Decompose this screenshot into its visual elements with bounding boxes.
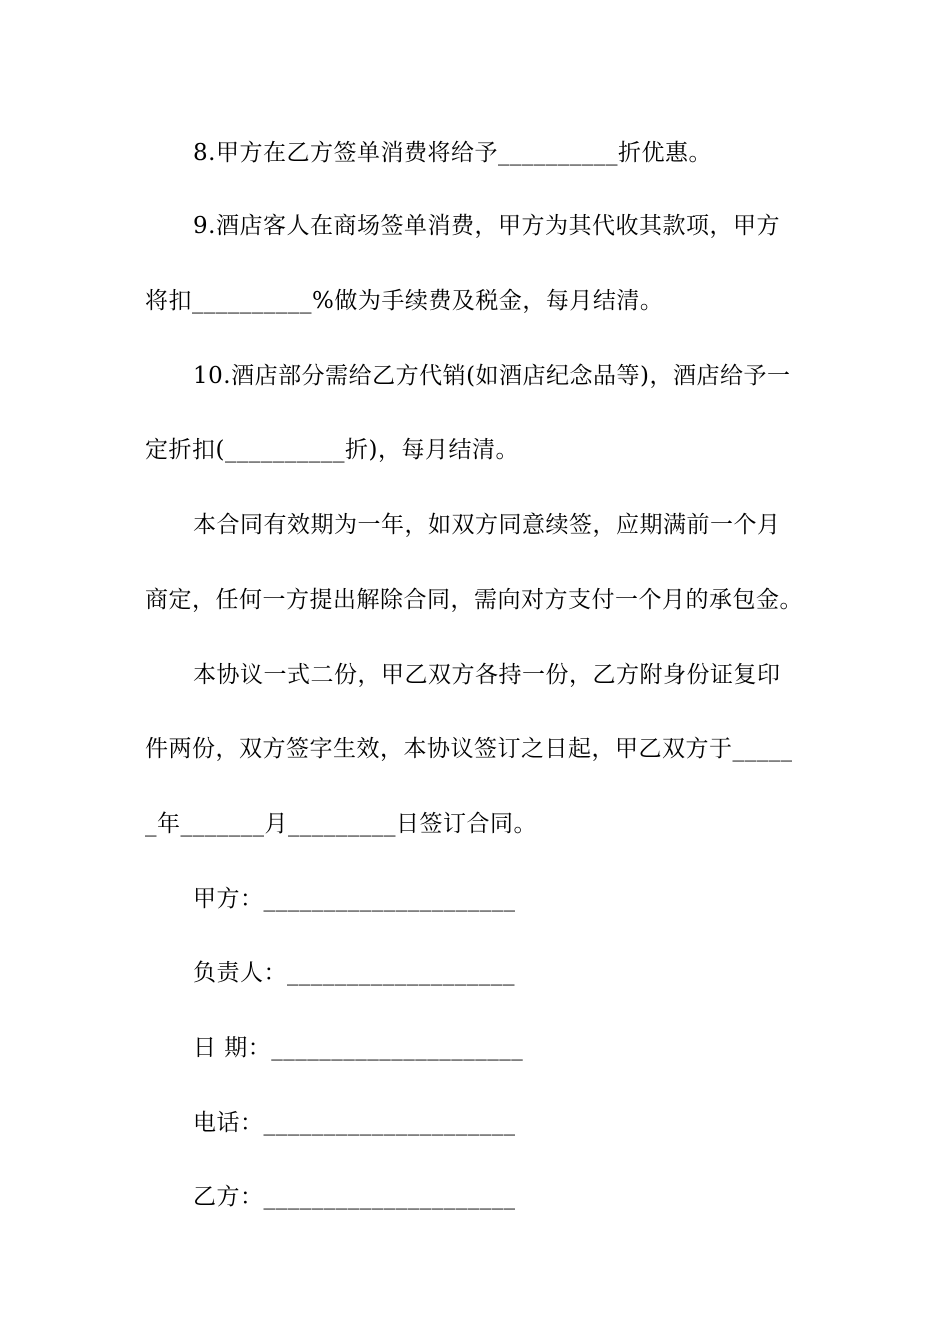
copies-line-3: _年_______月_________日签订合同。 <box>145 811 537 837</box>
party-b-signature: 乙方：_____________________ <box>193 1184 516 1210</box>
person-in-charge-signature: 负责人：___________________ <box>193 960 515 986</box>
date-signature: 日 期：_____________________ <box>193 1035 524 1061</box>
clause-10-line-1: 10.酒店部分需给乙方代销(如酒店纪念品等)，酒店给予一 <box>193 363 791 389</box>
copies-line-1: 本协议一式二份，甲乙双方各持一份，乙方附身份证复印 <box>193 662 781 688</box>
party-a-signature: 甲方：_____________________ <box>193 886 516 912</box>
clause-10-line-2: 定折扣(__________折)，每月结清。 <box>145 437 519 463</box>
copies-line-2: 件两份，双方签字生效，本协议签订之日起，甲乙双方于_____ <box>145 736 793 762</box>
phone-signature: 电话：_____________________ <box>193 1110 516 1136</box>
validity-line-1: 本合同有效期为一年，如双方同意续签，应期满前一个月 <box>193 512 781 538</box>
clause-8: 8.甲方在乙方签单消费将给予__________折优惠。 <box>193 140 712 166</box>
clause-9-line-2: 将扣__________%做为手续费及税金，每月结清。 <box>145 288 664 314</box>
clause-9-line-1: 9.酒店客人在商场签单消费，甲方为其代收其款项，甲方 <box>193 213 780 239</box>
validity-line-2: 商定，任何一方提出解除合同，需向对方支付一个月的承包金。 <box>145 587 803 613</box>
